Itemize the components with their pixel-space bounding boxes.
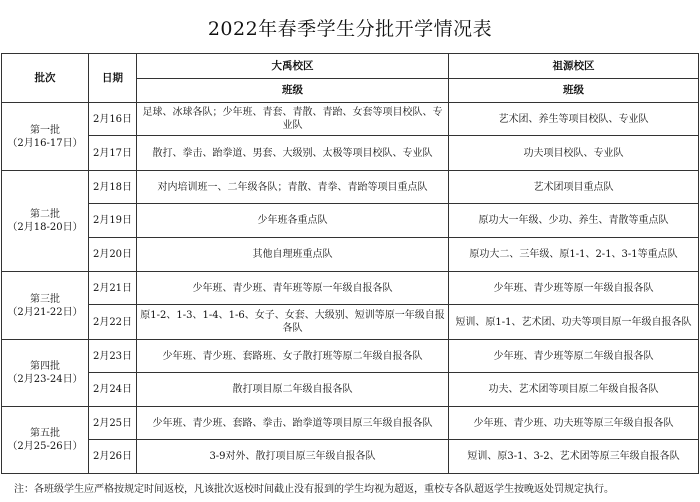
campus-b-cell: 原功大二、三年级、原1-1、2-1、3-1等重点队 (449, 238, 699, 272)
batch-cell (2, 171, 89, 272)
campus-a-cell: 对内培训班一、二年级各队；青散、青拳、青跆等项目重点队 (137, 171, 449, 204)
table-row (2, 440, 699, 474)
date-cell: 2月19日 (89, 204, 137, 238)
campus-b-cell: 功夫项目校队、专业队 (449, 136, 699, 171)
date-cell: 2月23日 (89, 340, 137, 373)
campus-a-cell: 3-9对外、散打项目原三年级自报各队 (137, 440, 449, 474)
campus-b-cell: 原功大一年级、少功、养生、青散等重点队 (449, 204, 699, 238)
table-row (2, 238, 699, 272)
batch-date-range: （2月23-24日） (7, 374, 83, 385)
campus-b-cell: 少年班、青少班、功夫班等原三年级自报各队 (449, 407, 699, 440)
batch-date-range: （2月25-26日） (7, 441, 83, 452)
page-title: 2022年春季学生分批开学情况表 (207, 18, 493, 40)
date-cell: 2月20日 (89, 238, 137, 272)
campus-a-cell: 少年班、青少班、青年班等原一年级自报各队 (137, 272, 449, 305)
footnote: 注：各班级学生应严格按规定时间返校，凡该批次返校时间截止没有报到的学生均视为超返，重校专各队超返学生按晚返处罚规定执行。 (14, 484, 614, 495)
campus-b-cell: 艺术团、养生等项目校队、专业队 (449, 103, 699, 136)
batch-date-range: （2月21-22日） (7, 306, 83, 318)
table-row (2, 136, 699, 171)
batch-name: 第一批 (30, 124, 60, 136)
batch-date-range: （2月16-17日） (7, 137, 83, 149)
campus-b-cell: 少年班、青少班等原二年级自报各队 (449, 340, 699, 373)
table-row (2, 171, 699, 204)
header-batch: 批次 (2, 54, 89, 103)
batch-cell (2, 103, 89, 171)
campus-b-cell: 艺术团项目重点队 (449, 171, 699, 204)
campus-a-cell: 散打项目原二年级自报各队 (137, 373, 449, 407)
table-row (2, 407, 699, 440)
header-campus-a: 大禹校区 (137, 54, 449, 79)
table-row (2, 373, 699, 407)
table-row (2, 272, 699, 305)
table-row (2, 305, 699, 340)
header-date: 日期 (89, 54, 137, 103)
header-campus-b: 祖源校区 (449, 54, 699, 79)
date-cell: 2月26日 (89, 440, 137, 474)
campus-a-cell: 少年班、青少班、套路、拳击、跆拳道等项目原三年级自报各队 (137, 407, 449, 440)
campus-b-cell: 短训、原1-1、艺术团、功夫等项目原一年级自报各队 (449, 305, 699, 340)
campus-a-cell: 足球、冰球各队；少年班、青套、青散、青跆、女套等项目校队、专业队 (137, 103, 449, 136)
date-cell: 2月18日 (89, 171, 137, 204)
campus-a-cell: 少年班各重点队 (137, 204, 449, 238)
campus-a-cell: 其他自理班重点队 (137, 238, 449, 272)
date-cell: 2月21日 (89, 272, 137, 305)
batch-name: 第四批 (30, 361, 60, 372)
date-cell: 2月22日 (89, 305, 137, 340)
batch-cell (2, 272, 89, 340)
table-row (2, 103, 699, 136)
header-row-1 (2, 54, 699, 79)
batch-cell (2, 407, 89, 474)
campus-b-cell: 功夫、艺术团等项目原二年级自报各队 (449, 373, 699, 407)
batch-cell (2, 340, 89, 407)
campus-a-cell: 散打、拳击、跆拳道、男套、大级别、太极等项目校队、专业队 (137, 136, 449, 171)
campus-b-cell: 短训、原3-1、3-2、艺术团等原三年级自报各队 (449, 440, 699, 474)
date-cell: 2月25日 (89, 407, 137, 440)
schedule-table (1, 53, 699, 474)
campus-a-cell: 少年班、青少班、套路班、女子散打班等原二年级自报各队 (137, 340, 449, 373)
header-class-b: 班级 (449, 79, 699, 103)
date-cell: 2月24日 (89, 373, 137, 407)
header-class-a: 班级 (137, 79, 449, 103)
date-cell: 2月16日 (89, 103, 137, 136)
campus-b-cell: 少年班、青少班等原一年级自报各队 (449, 272, 699, 305)
table-row (2, 340, 699, 373)
campus-a-cell: 原1-2、1-3、1-4、1-6、女子、女套、大级别、短训等原一年级自报各队 (137, 305, 449, 340)
batch-date-range: （2月18-20日） (7, 222, 83, 233)
date-cell: 2月17日 (89, 136, 137, 171)
table-row (2, 204, 699, 238)
batch-name: 第二批 (30, 209, 60, 220)
batch-name: 第五批 (30, 428, 60, 439)
batch-name: 第三批 (30, 293, 60, 305)
